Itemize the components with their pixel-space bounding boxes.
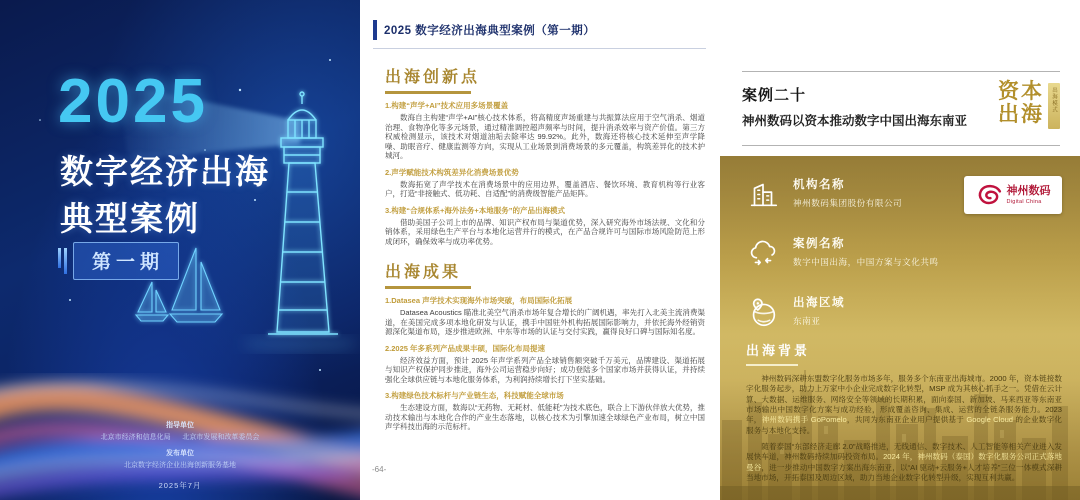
- info-row-region: [746, 294, 1062, 329]
- case-page: [720, 0, 1080, 500]
- item-heading: 3.构建“合规体系+海外法务+本地服务”的产品出海模式: [385, 205, 566, 215]
- item-body: 生态建设方面，数海以“无药物、无耗材、低能耗”为技术底色，联合上下游伙伴放大优势，推动技术输出与本地化合作的产业生态落地，以核心技术为引擎加速全球绿色产业布局，树立中国声学科技出海的示范标杆。: [385, 403, 705, 432]
- item-heading: 3.构建绿色技术标杆与产业链生态，科技赋能全球市场: [385, 391, 564, 401]
- item-body: 经济效益方面，预计 2025 年声学系列产品全球销售额突破千万美元，品牌建设、渠道拓展与知识产权保护同步推进，海外公司运营稳步向好；成功登陆多个国家市场并获得认证，并持续强化全球供应链与本地化服务体系，为利润持续增长打下坚实基础。: [385, 355, 705, 384]
- capital-badge-text: [998, 81, 1044, 126]
- info-label: 出海区域: [793, 297, 845, 309]
- background-paragraph-1: [746, 374, 1062, 436]
- cover-date: 2025年7月: [158, 481, 202, 491]
- bg-p1-highlight-gopomelo: 神州数码携手 GoPomelo: [761, 415, 847, 425]
- bg-p1-text: 神州数码深耕东盟数字化服务市场多年，服务多个东南亚出海城市。2000 年，资本链接数字化服务起步，助力上万家中小企业完成数字化转型，MSP 成为其核心抓手之一。凭借在云计算、大数据、运维服务、网络安全等领域的长期积累，面向泰国、新加坡、马来西亚等东南亚市场输出中国数字化方案与成功经验，形成覆盖咨询、集成、运营的全链条服务能力。2023 年，: [746, 374, 1062, 425]
- header-divider: [373, 48, 706, 49]
- badge-line1: 资本: [998, 80, 1044, 103]
- bg-p1-text: ，共同为东南亚企业用户提供基于: [846, 415, 967, 425]
- cover-title-line1: 数字经济出海: [60, 153, 270, 190]
- building-icon: [746, 177, 780, 211]
- item-body: 借助美国子公司上市的品牌、知识产权布局与渠道优势，深入研究海外市场法规、文化和分销体系，采用绿色生产平台与本地化运营并行的模式，在产品合规许可与国际市场风险防范上形成闭环，确保效率与成功率优势。: [385, 217, 705, 246]
- item-heading: 1.构建“声学+AI”技术应用多场景覆盖: [385, 101, 509, 110]
- background-title-underline: [746, 364, 798, 366]
- digital-china-logo: [964, 176, 1062, 214]
- cover-page: [0, 0, 360, 500]
- case-number-label: 案例二十: [742, 87, 807, 104]
- cover-footer: [0, 421, 360, 492]
- content-page: [360, 0, 720, 500]
- item-body: 数海自主构建“声学+AI”核心技术体系，将高精度声场重建与共振算法应用于空气消杀、烟道治理、食物净化等多元场景，通过精准调控超声频率与时间，提升消杀效率与资产价值。第三方权威检测显示，该技术对烟道油垢去除率达 99.92%。此外，数海还将核心技术延伸至声学降噪、助眠音疗、健康监测等方向，实现从工业场景到消费场景的多元覆盖，构筑差异化的技术护城河。: [385, 113, 705, 161]
- cloud-icon: [746, 236, 780, 270]
- item-heading: 1.Datasea 声学技术实现海外市场突破，布局国际化拓展: [385, 296, 573, 306]
- issue-decor-bars: [58, 248, 67, 274]
- badge-vertical-tag: 出海模式: [1048, 83, 1060, 129]
- page-header: [373, 20, 595, 40]
- item-heading: 2.2025 年多系列产品成果丰硕，国际化布局提速: [385, 343, 546, 353]
- case-gold-panel: [720, 156, 1080, 500]
- item-heading: 2.声学赋能技术构筑差异化消费场景优势: [385, 167, 519, 177]
- logo-chinese-name: 神州数码: [1006, 184, 1051, 197]
- page-body: [385, 64, 705, 432]
- issue-label: 第一期: [73, 242, 179, 280]
- header-accent-bar: [373, 20, 377, 40]
- background-section-title: 出海背景: [746, 343, 811, 358]
- lighthouse-reflection: [242, 336, 358, 352]
- bg-p2-text: ，进一步推动中国数字方案出海东南亚，以“AI 驱动+云服务+人才培养”三位一体模式深耕当地市场，开拓泰国及周边区域，助力当地企业数字化转型升级，实现互利共赢。: [746, 462, 1063, 482]
- section-title: 出海成果: [385, 264, 462, 282]
- bg-p1-highlight-googlecloud: Google Cloud: [966, 415, 1014, 425]
- bg-p2-text: 随着泰国“东部经济走廊 2.0”战略推进，无线通信、数字技术、人工智能等相关产业进入发展快车道，神州数码持续加码投资布局。: [746, 441, 1062, 462]
- case-header: [742, 71, 1060, 146]
- badge-line2: 出海: [998, 102, 1044, 126]
- info-text: [793, 176, 902, 209]
- swirl-logo-icon: [976, 182, 1002, 208]
- case-title: 神州数码以资本推动数字中国出海东南亚: [742, 114, 968, 128]
- publish-unit-org: 北京数字经济企业出海创新服务基地: [124, 461, 236, 469]
- info-row-case-name: [746, 235, 1062, 270]
- item-body: Datasea Acoustics 瞄准北美空气消杀市场年复合增长的广阔机遇，率先打入北美主流消费渠道，在美国完成多项本地化研发与认证，携手中国驻外机构拓展国际影响力，并依托海外经销资源深化渠道布局，逐步推进欧洲、中东等市场的认证与交付实践，赢得良好口碑与国际知名度。: [385, 308, 705, 337]
- info-label: 机构名称: [793, 179, 845, 191]
- background-paragraph-2: [746, 442, 1062, 483]
- capital-badge: [998, 81, 1060, 129]
- info-value: 数字中国出海，中国方案与文化共鸣: [793, 257, 939, 267]
- info-text: [793, 294, 845, 327]
- page-header-title: 2025 数字经济出海典型案例（第一期）: [384, 25, 596, 37]
- logo-text: [1007, 186, 1051, 205]
- info-text: [793, 235, 939, 268]
- section-title-underline: [385, 286, 471, 289]
- guide-unit-label: 指导单位: [166, 422, 194, 429]
- publish-unit-label: 发布单位: [166, 449, 194, 457]
- bg-p1-text: 的企业数字化服务与本地化支持。: [746, 415, 1062, 435]
- section-title: 出海创新点: [385, 69, 481, 86]
- item-body: 数海拓宽了声学技术在消费场景中的应用边界，覆盖酒店、餐饮环境、教育机构等行业客户，打造“非接触式、低功耗、自适配”的消费级智能产品矩阵。: [385, 179, 705, 199]
- info-label: 案例名称: [793, 238, 845, 250]
- section-title-underline: [385, 91, 471, 94]
- page-number: -64-: [372, 465, 387, 474]
- cover-year: 2025: [58, 67, 208, 136]
- info-value: 东南亚: [793, 316, 821, 326]
- info-value: 神州数码集团股份有限公司: [793, 198, 903, 208]
- section-results: [385, 259, 705, 432]
- issue-badge: [58, 242, 179, 280]
- guide-unit-orgs: 北京市经济和信息化局 北京市发展和改革委员会: [100, 433, 260, 441]
- bg-p2-highlight-2024: 2024 年，神州数码（泰国）数字化服务公司正式落地曼谷: [746, 452, 1062, 472]
- cover-title-line2: 典型案例: [60, 200, 200, 237]
- globe-pin-icon: [746, 295, 780, 329]
- logo-english-name: Digital China: [1006, 198, 1042, 205]
- section-innovations: [385, 64, 705, 246]
